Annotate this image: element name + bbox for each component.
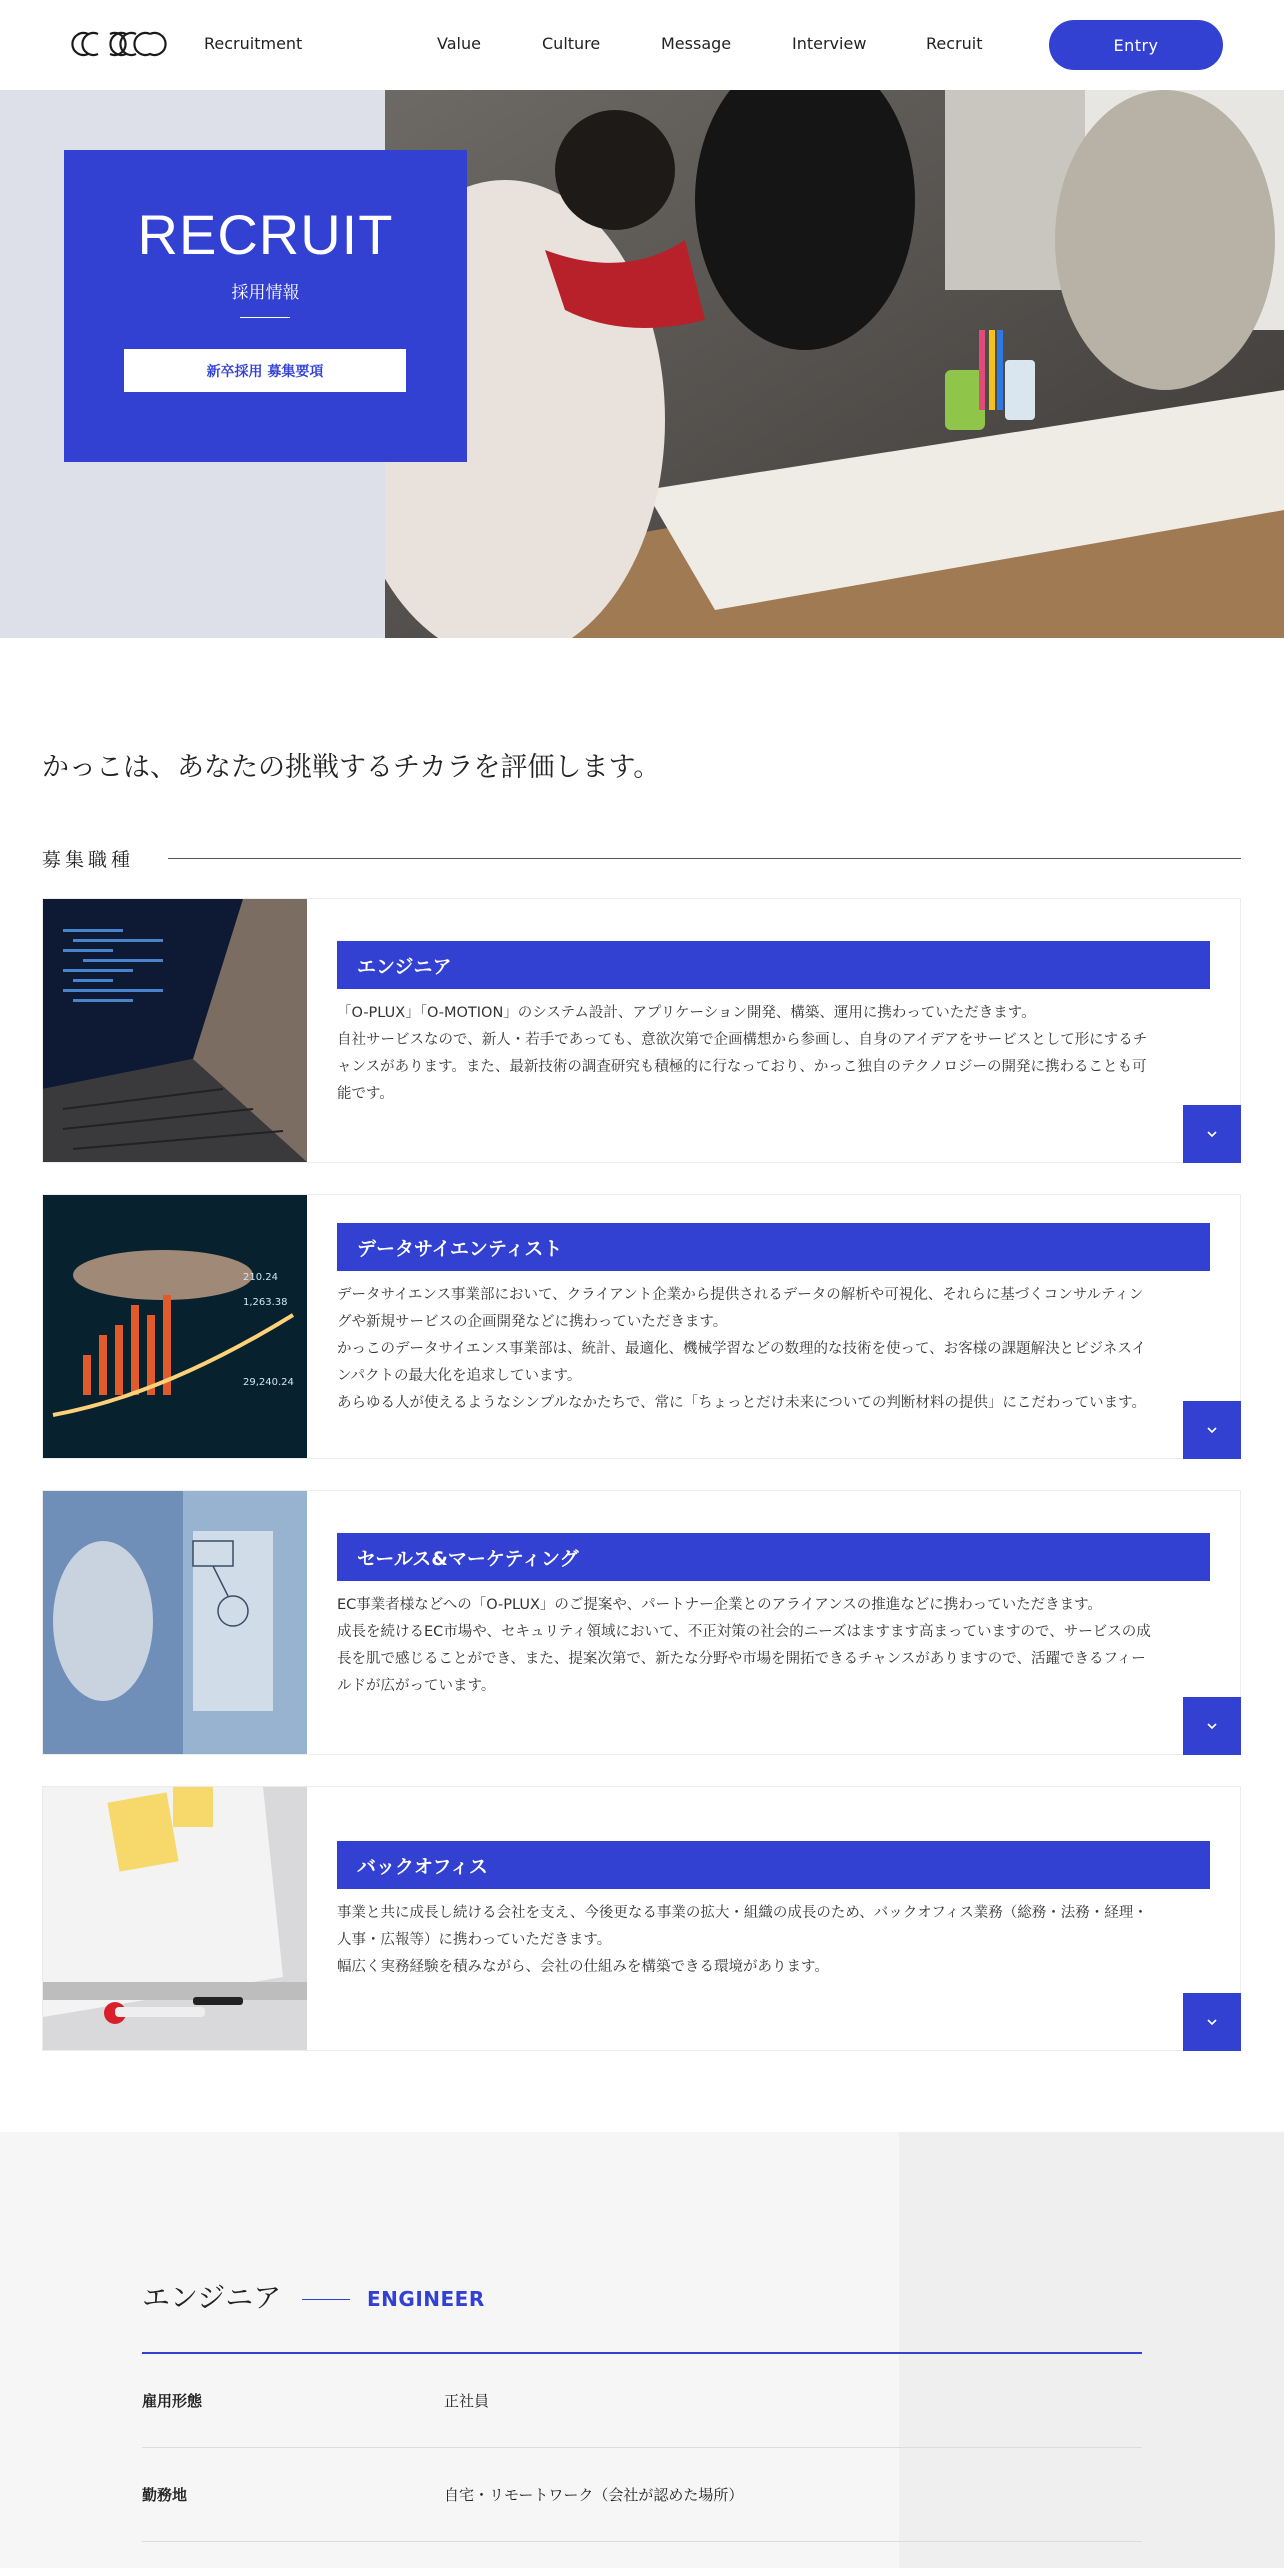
expand-button[interactable] bbox=[1183, 1401, 1241, 1459]
svg-text:1,263.38: 1,263.38 bbox=[243, 1297, 288, 1308]
expand-button[interactable] bbox=[1183, 1105, 1241, 1163]
job-card-data-scientist bbox=[42, 1194, 1241, 1459]
nav-interview[interactable]: Interview bbox=[792, 34, 867, 53]
row-separator bbox=[142, 2541, 1142, 2542]
engineer-photo bbox=[43, 899, 307, 1162]
job-description: 事業と共に成長し続ける会社を支え、今後更なる事業の拡大・組織の成長のため、バックオフィス業務（総務・法務・経理・ 人事・広報等）に携わっていただきます。 幅広く実務経験を積みながら、会社の仕組みを構築できる環境があります。 bbox=[337, 1905, 1148, 1975]
chevron-down-icon bbox=[1205, 1719, 1219, 1733]
expand-button[interactable] bbox=[1183, 1993, 1241, 2051]
detail-title-dash bbox=[302, 2299, 350, 2300]
chevron-down-icon bbox=[1205, 2015, 1219, 2029]
svg-text:29,240.24: 29,240.24 bbox=[243, 1377, 294, 1388]
back-office-photo bbox=[43, 1787, 307, 2050]
work-location-label: 勤務地 bbox=[142, 2486, 188, 2504]
detail-title-english: ENGINEER bbox=[367, 2287, 485, 2311]
detail-divider bbox=[142, 2352, 1142, 2354]
site-header bbox=[0, 0, 1284, 90]
detail-title: エンジニア bbox=[142, 2281, 282, 2314]
job-description: EC事業者様などへの「O-PLUX」のご提案や、パートナー企業とのアライアンスの推進などに携わっていただきます。 成長を続けるEC市場や、セキュリティ領域において、不正対策の社会的ニーズはますます高まっていますので、サービスの成 長を肌で感じることができ、また、提案次第で、新たな分野や市場を開拓できるチャンスがありますので、活躍できるフィー ルドが広がっています。 bbox=[337, 1597, 1151, 1694]
nav-culture[interactable]: Culture bbox=[542, 34, 601, 53]
section-divider bbox=[168, 858, 1241, 859]
job-description: データサイエンス事業部において、クライアント企業から提供されるデータの解析や可視化、それらに基づくコンサルティン グや新規サービスの企画開発などに携わっていただきます。 かっこのデータサイエンス事業部は、統計、最適化、機械学習などの数理的な技術を使って、お客様の課題解決とビジネスイ ンパクトの最大化を追求しています。 あらゆる人が使えるようなシンプルなかたちで、常に「ちょっとだけ未来についての判断材料の提供」にこだわっています。 bbox=[337, 1287, 1147, 1411]
hero-subtitle: 採用情報 bbox=[231, 283, 300, 303]
section-label-positions: 募集職種 bbox=[42, 849, 135, 871]
job-title: バックオフィス bbox=[337, 1841, 1210, 1889]
job-title: データサイエンティスト bbox=[337, 1223, 1210, 1271]
job-detail-accent-panel bbox=[899, 2132, 1284, 2568]
expand-button[interactable] bbox=[1183, 1697, 1241, 1755]
hero-title: RECRUIT bbox=[137, 203, 394, 266]
employment-type-value: 正社員 bbox=[444, 2392, 490, 2410]
nav-recruit[interactable]: Recruit bbox=[926, 34, 983, 53]
svg-text:210.24: 210.24 bbox=[243, 1272, 278, 1283]
new-grad-requirements-button[interactable]: 新卒採用 募集要項 bbox=[124, 349, 406, 392]
work-location-value: 自宅・リモートワーク（会社が認めた場所） bbox=[444, 2486, 744, 2504]
sales-marketing-photo bbox=[43, 1491, 307, 1754]
chevron-down-icon bbox=[1205, 1423, 1219, 1437]
nav-message[interactable]: Message bbox=[661, 34, 732, 53]
cacco-logo[interactable] bbox=[70, 26, 178, 62]
page-tagline: かっこは、あなたの挑戦するチカラを評価します。 bbox=[42, 752, 661, 783]
job-card-engineer bbox=[42, 898, 1241, 1163]
employment-type-label: 雇用形態 bbox=[142, 2392, 203, 2410]
nav-value[interactable]: Value bbox=[437, 34, 481, 53]
data-scientist-photo bbox=[43, 1195, 307, 1458]
job-title: セールス&マーケティング bbox=[337, 1533, 1210, 1581]
job-card-sales-marketing bbox=[42, 1490, 1241, 1755]
job-card-back-office bbox=[42, 1786, 1241, 2051]
row-separator bbox=[142, 2447, 1142, 2448]
job-title: エンジニア bbox=[337, 941, 1210, 989]
hero-divider bbox=[240, 317, 290, 318]
job-description: 「O-PLUX」「O-MOTION」のシステム設計、アプリケーション開発、構築、運用に携わっていただきます。 自社サービスなので、新人・若手であっても、意欲次第で企画構想から参画し、自身のアイデアをサービスとして形にするチ ャンスがあります。また、最新技術の調査研究も積極的に行なっており、かっこ独自のテクノロジーの開発に携わることも可 能です。 bbox=[337, 1005, 1148, 1102]
hero-card bbox=[64, 150, 467, 462]
logo-subtitle: Recruitment bbox=[204, 34, 303, 53]
hero-photo bbox=[385, 90, 1284, 638]
chevron-down-icon bbox=[1205, 1127, 1219, 1141]
entry-button[interactable]: Entry bbox=[1049, 20, 1223, 70]
